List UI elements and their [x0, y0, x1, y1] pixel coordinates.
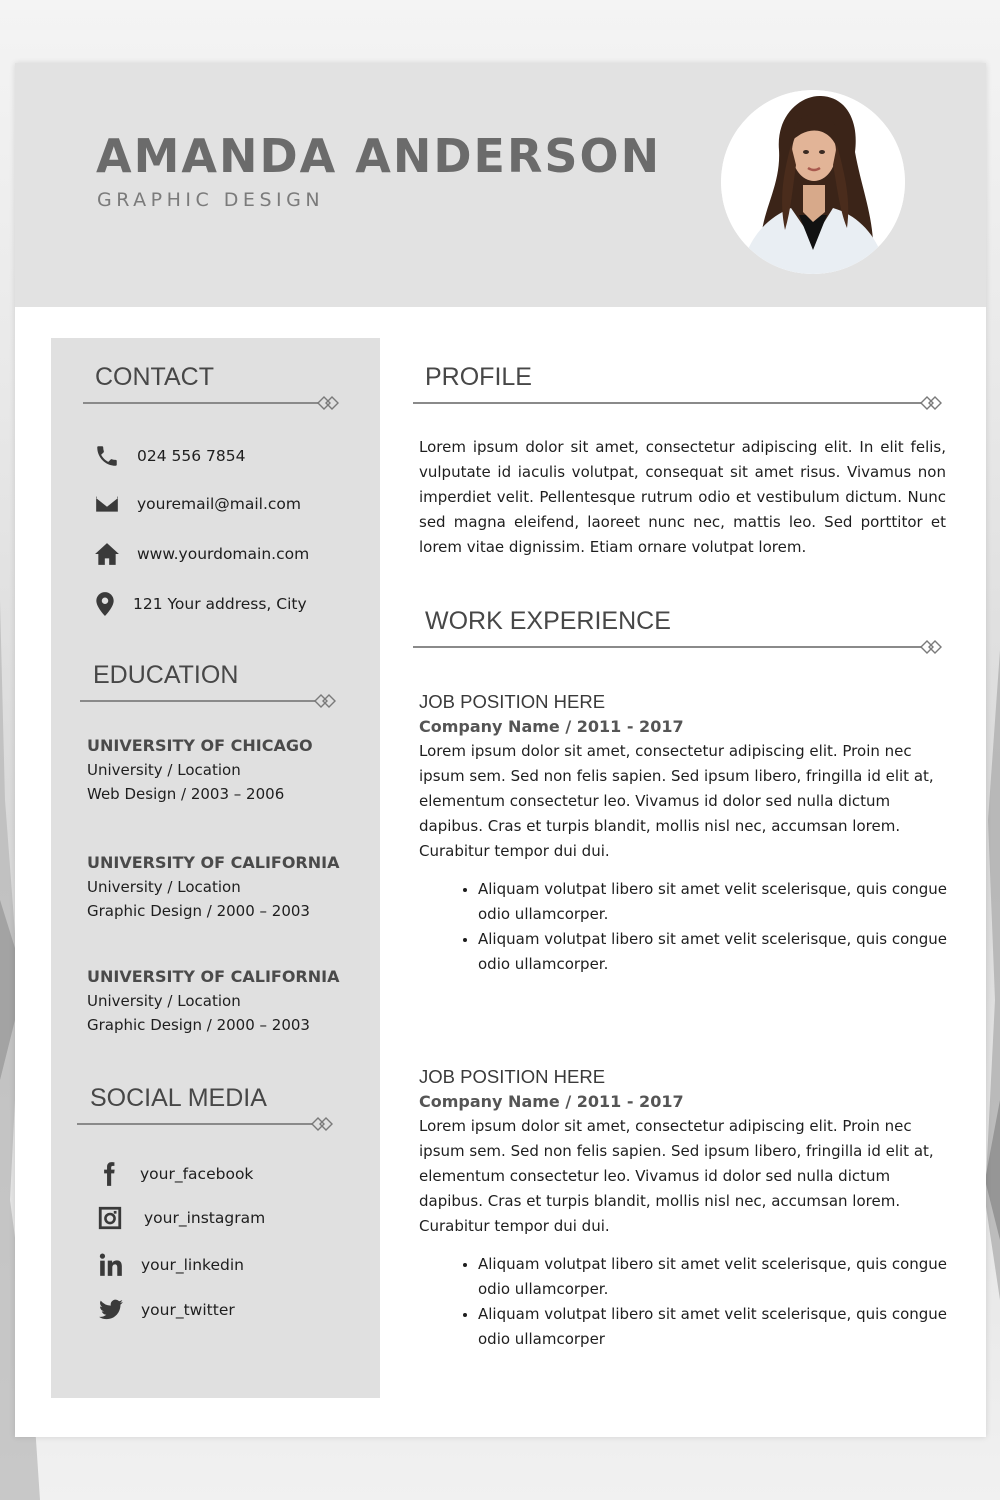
resume-page — [15, 63, 986, 1437]
education-location: University / Location — [87, 761, 241, 779]
home-icon — [93, 540, 121, 568]
experience-heading: WORK EXPERIENCE — [425, 607, 671, 635]
education-school: UNIVERSITY OF CALIFORNIA — [87, 853, 340, 872]
social-twitter-text: your_twitter — [141, 1301, 235, 1319]
social-divider — [77, 1117, 339, 1131]
contact-website[interactable] — [93, 540, 309, 568]
education-item — [87, 851, 367, 923]
social-facebook[interactable] — [95, 1160, 253, 1188]
education-heading: EDUCATION — [93, 661, 239, 689]
social-heading: SOCIAL MEDIA — [90, 1084, 267, 1112]
linkedin-icon — [97, 1251, 125, 1279]
job-bullets — [419, 1252, 949, 1352]
profile-heading: PROFILE — [425, 363, 532, 391]
candidate-name: AMANDA ANDERSON — [96, 129, 662, 183]
job-description: Lorem ipsum dolor sit amet, consectetur adipiscing elit. Proin nec ipsum sem. Sed non felis sapien. Sed ipsum libero, fringilla id elit at, elementum consectetur leo. Vivamus id dolor sed nulla dictum dapibus. Cras et turpis blandit, mollis nisl nec, accumsan lorem. Curabitur tempor dui dui. — [419, 1117, 934, 1235]
contact-phone[interactable] — [93, 442, 245, 470]
contact-email-text: youremail@mail.com — [137, 495, 301, 513]
job-bullet: • Aliquam volutpat libero sit amet velit scelerisque, quis congue odio ullamcorper. — [478, 877, 949, 927]
resume-header — [15, 63, 986, 307]
education-item — [87, 734, 367, 806]
phone-icon — [93, 442, 121, 470]
job-entry — [419, 1064, 949, 1352]
contact-divider — [83, 396, 345, 410]
job-bullet: • Aliquam volutpat libero sit amet velit scelerisque, quis congue odio ullamcorper. — [478, 927, 949, 977]
envelope-icon — [93, 490, 121, 518]
education-school: UNIVERSITY OF CALIFORNIA — [87, 967, 340, 986]
contact-address-text: 121 Your address, City — [133, 595, 307, 613]
instagram-icon — [96, 1204, 124, 1232]
profile-text: Lorem ipsum dolor sit amet, consectetur adipiscing elit. In elit felis, vulputate id iaculis volutpat, consequat sit amet risus. Vivamus non imperdiet velit. Pellentesque rutrum odio et vestibulum dictum. Nunc sed magna eleifend, laoreet nunc nec, mattis leo. Sed porttitor et lorem vitae dignissim. Etiam ornare volutpat lorem. — [419, 438, 946, 556]
social-facebook-text: your_facebook — [140, 1165, 254, 1183]
job-position: JOB POSITION HERE — [419, 1066, 606, 1087]
location-pin-icon — [91, 590, 119, 618]
job-bullet: • Aliquam volutpat libero sit amet velit scelerisque, quis congue odio ullamcorper. — [478, 1252, 949, 1302]
education-school: UNIVERSITY OF CHICAGO — [87, 736, 313, 755]
education-location: University / Location — [87, 992, 241, 1010]
job-bullet: • Aliquam volutpat libero sit amet velit scelerisque, quis congue odio ullamcorper — [478, 1302, 949, 1352]
job-company: Company Name / 2011 - 2017 — [419, 717, 684, 736]
social-linkedin-text: your_linkedin — [141, 1256, 244, 1274]
profile-photo — [721, 90, 905, 274]
twitter-icon — [97, 1296, 125, 1324]
experience-divider — [413, 640, 946, 654]
job-company: Company Name / 2011 - 2017 — [419, 1092, 684, 1111]
sidebar — [51, 338, 380, 1398]
profile-divider — [413, 396, 946, 410]
education-detail: Graphic Design / 2000 – 2003 — [87, 1016, 310, 1034]
social-instagram-text: your_instagram — [144, 1209, 266, 1227]
job-position: JOB POSITION HERE — [419, 691, 606, 712]
job-entry — [419, 689, 949, 977]
contact-website-text: www.yourdomain.com — [137, 545, 310, 563]
social-linkedin[interactable] — [97, 1251, 244, 1279]
contact-address[interactable] — [91, 590, 307, 618]
job-bullets — [419, 877, 949, 977]
social-twitter[interactable] — [97, 1296, 235, 1324]
education-detail: Graphic Design / 2000 – 2003 — [87, 902, 310, 920]
education-detail: Web Design / 2003 – 2006 — [87, 785, 285, 803]
contact-email[interactable] — [93, 490, 301, 518]
education-location: University / Location — [87, 878, 241, 896]
education-item — [87, 965, 367, 1037]
social-instagram[interactable] — [96, 1204, 265, 1232]
job-description: Lorem ipsum dolor sit amet, consectetur adipiscing elit. Proin nec ipsum sem. Sed non felis sapien. Sed ipsum libero, fringilla id elit at, elementum consectetur leo. Vivamus id dolor sed nulla dictum dapibus. Cras et turpis blandit, mollis nisl nec, accumsan lorem. Curabitur tempor dui dui. — [419, 742, 934, 860]
candidate-title: GRAPHIC DESIGN — [97, 189, 325, 211]
contact-heading: CONTACT — [95, 363, 214, 391]
facebook-icon — [95, 1160, 123, 1188]
contact-phone-text: 024 556 7854 — [137, 447, 246, 465]
education-divider — [80, 694, 342, 708]
